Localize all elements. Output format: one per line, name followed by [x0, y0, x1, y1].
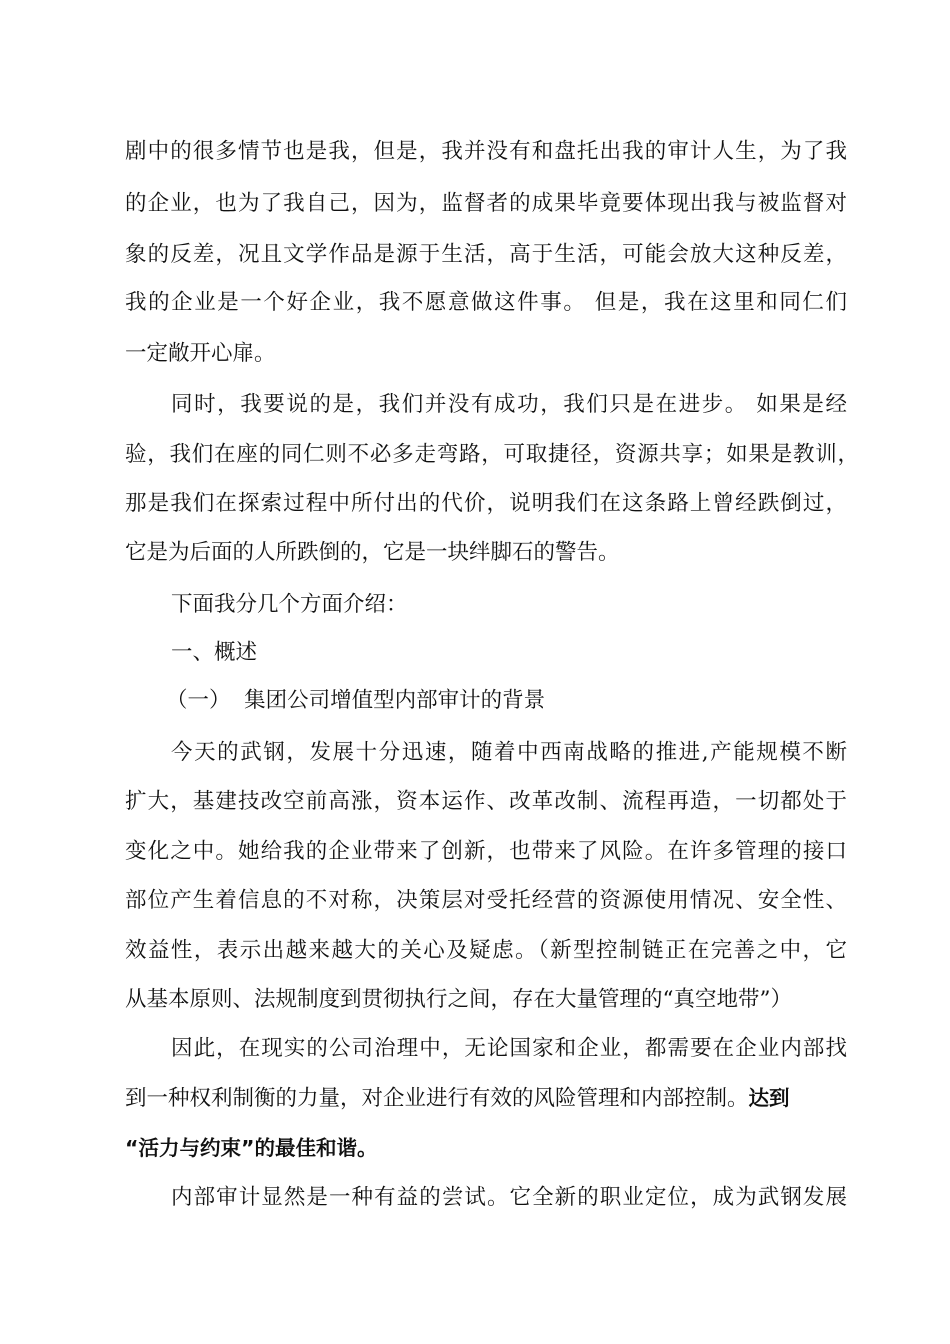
paragraph-line: 扩大，基建技改空前高涨，资本运作、改革改制、流程再造，一切都处于	[125, 789, 847, 814]
paragraph-line: 我的企业是一个好企业，我不愿意做这件事。 但是，我在这里和同仁们	[125, 290, 847, 315]
paragraph-line: 一定敞开心扉。	[125, 341, 276, 366]
paragraph-line: 内部审计显然是一种有益的尝试。它全新的职业定位，成为武钢发展	[171, 1185, 847, 1210]
paragraph-line: 下面我分几个方面介绍：	[171, 592, 408, 617]
paragraph-line: 从基本原则、法规制度到贯彻执行之间，存在大量管理的“真空地带”）	[125, 987, 792, 1012]
paragraph-line: 验，我们在座的同仁则不必多走弯路，可取捷径，资源共享；如果是教训，	[125, 442, 859, 467]
paragraph-line: 今天的武钢，发展十分迅速，随着中西南战略的推进,产能规模不断	[171, 740, 847, 765]
subsection-heading: （一） 集团公司增值型内部审计的背景	[166, 688, 546, 713]
paragraph-line: 它是为后面的人所跌倒的，它是一块绊脚石的警告。	[125, 540, 620, 565]
paragraph-line: 的企业，也为了我自己，因为，监督者的成果毕竟要体现出我与被监督对	[125, 191, 847, 216]
paragraph-line: 效益性，表示出越来越大的关心及疑虑。（新型控制链正在完善之中，它	[125, 938, 847, 963]
paragraph-line: 那是我们在探索过程中所付出的代价，说明我们在这条路上曾经跌倒过，	[125, 491, 847, 516]
paragraph-line: 同时，我要说的是，我们并没有成功，我们只是在进步。 如果是经	[171, 392, 847, 417]
paragraph-line: 部位产生着信息的不对称，决策层对受托经营的资源使用情况、安全性、	[125, 888, 847, 913]
paragraph-line: 剧中的很多情节也是我，但是，我并没有和盘托出我的审计人生，为了我	[125, 139, 847, 164]
bold-emphasis-line: “活力与约束”的最佳和谐。	[125, 1136, 378, 1160]
bold-emphasis: 达到	[748, 1086, 790, 1110]
paragraph-line: 因此，在现实的公司治理中，无论国家和企业，都需要在企业内部找	[171, 1036, 847, 1061]
paragraph-text: 到一种权利制衡的力量，对企业进行有效的风险管理和内部控制。	[125, 1086, 749, 1111]
section-heading: 一、概述	[171, 640, 258, 665]
paragraph-line	[125, 1083, 790, 1114]
paragraph-line: 象的反差，况且文学作品是源于生活，高于生活，可能会放大这种反差，	[125, 242, 847, 267]
paragraph-line: 变化之中。她给我的企业带来了创新，也带来了风险。在许多管理的接口	[125, 839, 847, 864]
